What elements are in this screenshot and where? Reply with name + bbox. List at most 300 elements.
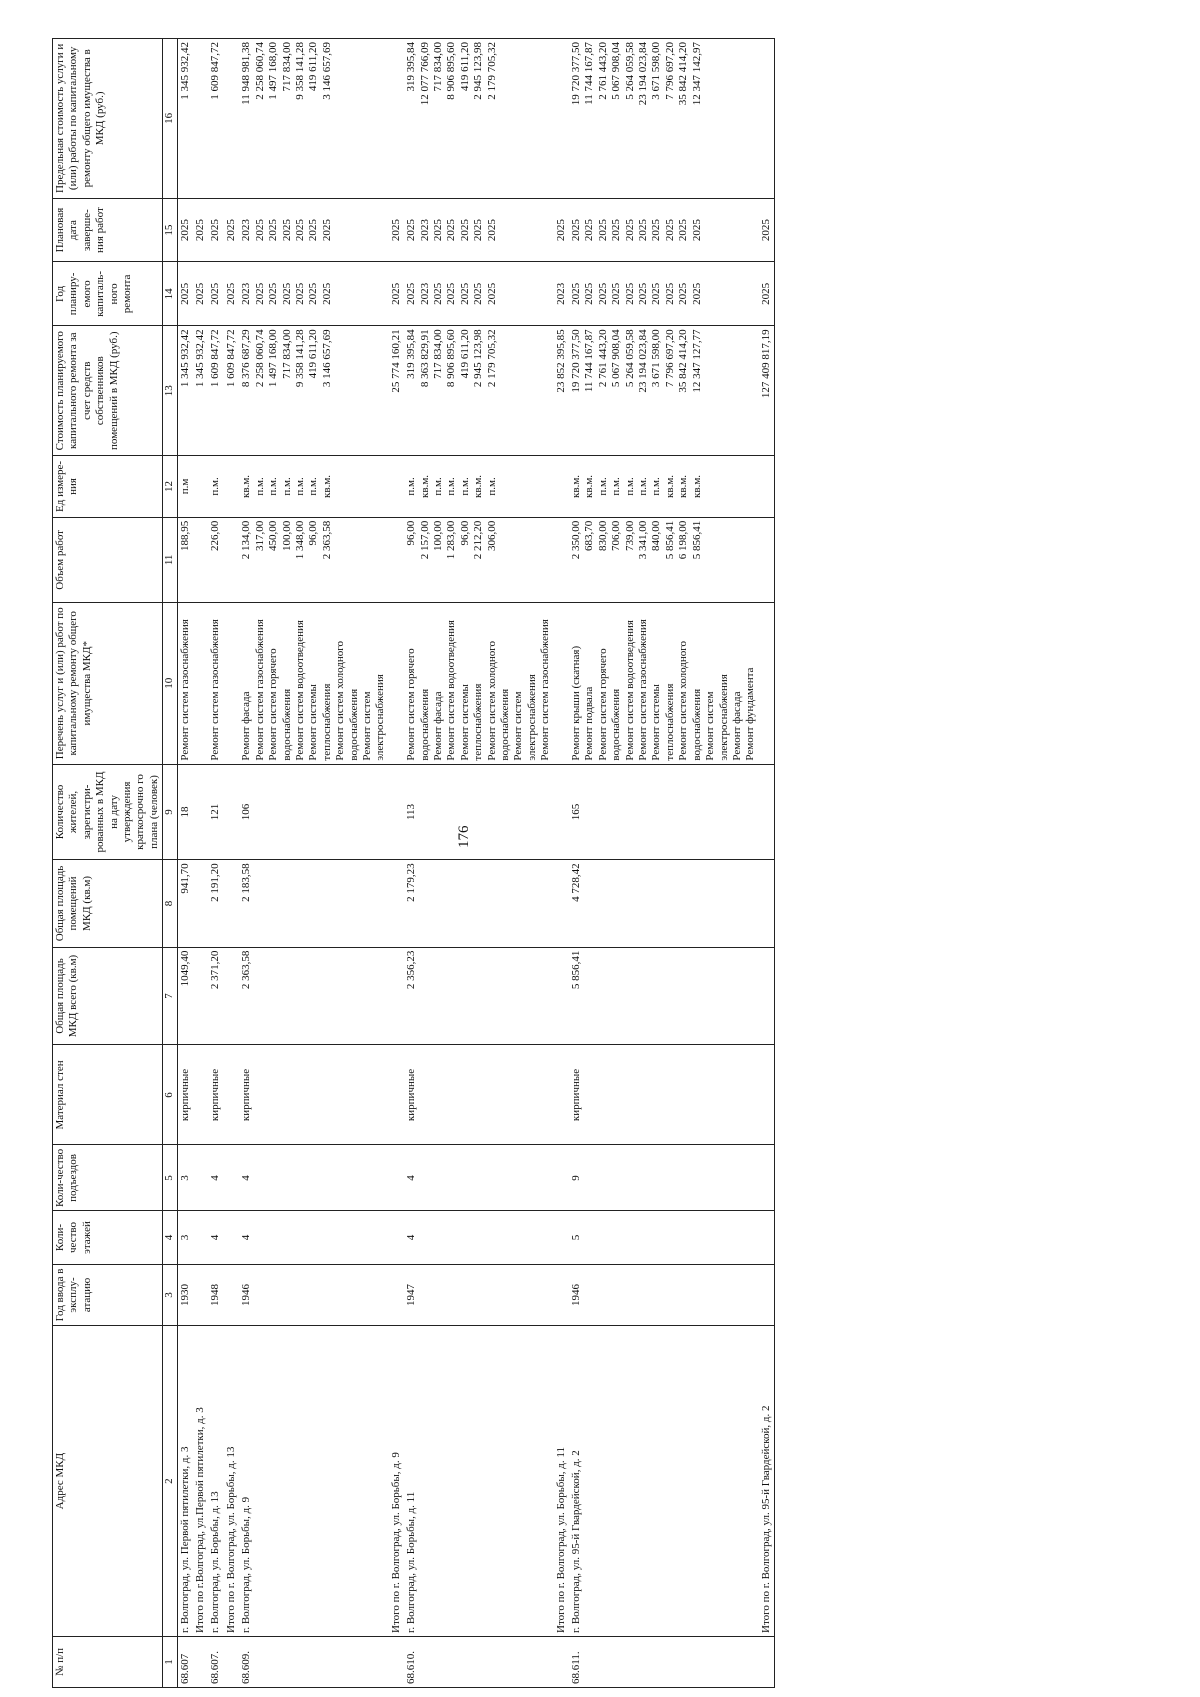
cell-line: 840,00 [650, 520, 663, 552]
limit-cell [239, 39, 388, 199]
year-cell: 1930 [177, 1264, 193, 1326]
cell-line: 1 345 932,42 [194, 329, 207, 388]
volume-cell [554, 517, 569, 602]
year-cell [224, 1264, 239, 1326]
cost-cell [193, 326, 208, 456]
total-area-cell [759, 947, 775, 1045]
address-cell: г. Волгоград, ул. Борьбы, д. 9 [239, 1326, 388, 1637]
limit-cell [389, 39, 404, 199]
column-header: Год планиру-емого капиталь-ного ремонта [53, 262, 163, 326]
total-area-cell [224, 947, 239, 1045]
entrances-cell: 4 [404, 1145, 553, 1211]
cell-line: 2025 [677, 282, 690, 305]
end-year-cell [569, 198, 759, 262]
table-row [177, 39, 193, 1688]
cell-line: 2 179 705,32 [485, 42, 498, 100]
end-year-cell [177, 198, 193, 262]
cell-line: 319 395,84 [405, 42, 418, 92]
limit-cell [404, 39, 553, 199]
cell-line: 9 358 141,28 [293, 42, 306, 100]
cell-line: Ремонт систем горячего водоснабжения [596, 648, 623, 761]
material-cell: кирпичные [177, 1045, 193, 1145]
column-number: 10 [163, 602, 177, 764]
cell-line: 2025 [320, 282, 333, 305]
cell-line: 5 264 059,58 [623, 329, 636, 388]
cell-line: 5 067 908,04 [610, 329, 623, 388]
volume-cell [208, 517, 223, 602]
volume-cell [389, 517, 404, 602]
residents-cell [193, 764, 208, 860]
cell-line: 2025 [405, 282, 418, 305]
column-header: Количество жителей, зарегистри-рованных в МКД на дату утверждения краткосрочно го плана (человек) [53, 764, 163, 860]
cell-line: 2025 [224, 219, 237, 242]
cell-line: 1 609 847,72 [224, 329, 237, 388]
cell-line: 2025 [570, 219, 583, 242]
row-number [759, 1636, 775, 1687]
floors-cell: 5 [569, 1211, 759, 1264]
residents-cell [224, 764, 239, 860]
cell-line: 2 258 060,74 [253, 329, 266, 388]
cell-line: 2025 [178, 219, 191, 242]
cell-line: 2025 [320, 219, 333, 242]
plan-year-cell [554, 262, 569, 326]
works-cell [224, 602, 239, 764]
cell-line: 11 744 167,87 [583, 329, 596, 393]
plan-year-cell [239, 262, 388, 326]
cell-line: Ремонт систем электроснабжения [704, 674, 730, 761]
cell-line: 2025 [637, 219, 650, 242]
column-header: Ед измере-ния [53, 456, 163, 518]
cell-line: 2025 [194, 219, 207, 242]
cell-line: 2023 [554, 282, 567, 305]
cell-line: 9 358 141,28 [293, 329, 306, 388]
volume-cell [177, 517, 193, 602]
cell-line: 2025 [458, 219, 471, 242]
cell-line: 306,00 [485, 520, 498, 552]
unit-cell [759, 456, 775, 518]
column-header: Объем работ [53, 517, 163, 602]
cell-line: кв.м. [320, 474, 333, 498]
cell-line: Ремонт системы теплоснабжения [458, 683, 485, 761]
end-year-cell [224, 198, 239, 262]
total-area-cell [554, 947, 569, 1045]
address-cell: г. Волгоград, ул. 95-й Гвардейской, д. 2 [569, 1326, 759, 1637]
cell-line: 8 906 895,60 [445, 329, 458, 388]
column-header: Общая площадь МКД всего (кв.м) [53, 947, 163, 1045]
cell-line: 2025 [293, 282, 306, 305]
cost-cell [404, 326, 553, 456]
cell-line: 2025 [445, 282, 458, 305]
cell-line: 2023 [418, 282, 431, 305]
premises-area-cell [759, 860, 775, 947]
cell-line: 2025 [623, 219, 636, 242]
cell-line: 2025 [485, 219, 498, 242]
material-cell: кирпичные [569, 1045, 759, 1145]
cell-line: Ремонт систем холодного водоснабжения [485, 640, 511, 761]
address-cell: Итого по г.Волгоград, ул.Первой пятилетки, д. 3 [193, 1326, 208, 1637]
cell-line: 2025 [570, 282, 583, 305]
cell-line: 12 347 127,77 [690, 329, 703, 393]
year-cell: 1947 [404, 1264, 553, 1326]
cell-line: 2025 [405, 219, 418, 242]
cell-line: Ремонт систем холодного водоснабжения [677, 640, 703, 761]
column-header: № п/п [53, 1636, 163, 1687]
premises-area-cell [389, 860, 404, 947]
table-body [177, 39, 774, 1688]
cell-line: 7 796 697,20 [663, 329, 676, 388]
cell-line: кв.м. [690, 474, 703, 498]
works-cell [177, 602, 193, 764]
cell-line: 2 212,20 [472, 520, 485, 560]
column-number: 4 [163, 1211, 177, 1264]
cell-line: Ремонт систем холодного водоснабжения [334, 640, 360, 761]
cell-line: 7 796 697,20 [663, 42, 676, 100]
cell-line: 3 671 598,00 [650, 329, 663, 388]
cost-cell [759, 326, 775, 456]
cell-line: 5 067 908,04 [610, 42, 623, 100]
cell-line: 19 720 377,50 [570, 329, 583, 393]
plan-year-cell [569, 262, 759, 326]
cell-line: 23 194 023,84 [637, 42, 650, 106]
end-year-cell [239, 198, 388, 262]
material-cell [193, 1045, 208, 1145]
cell-line: 2025 [650, 282, 663, 305]
premises-area-cell: 941,70 [177, 860, 193, 947]
cell-line: 2 350,00 [570, 520, 583, 560]
limit-cell [177, 39, 193, 199]
year-cell [389, 1264, 404, 1326]
row-number: 68.607 [177, 1636, 193, 1687]
floors-cell [389, 1211, 404, 1264]
cell-line: 23 194 023,84 [637, 329, 650, 393]
cell-line: п.м. [610, 477, 623, 496]
cell-line: 2025 [759, 219, 772, 242]
cell-line: 2025 [759, 282, 772, 305]
column-header: Стоимость планируемого капитального ремонта за счет средств собственников помещений в МКД (руб.) [53, 326, 163, 456]
cost-cell [569, 326, 759, 456]
cell-line: 2 761 443,20 [596, 42, 609, 100]
cell-line: Ремонт систем водоотведения [293, 620, 306, 761]
cell-line: Ремонт систем водоотведения [623, 620, 636, 761]
cost-cell [554, 326, 569, 456]
cell-line: 2025 [267, 219, 280, 242]
total-row [389, 39, 404, 1688]
premises-area-cell [554, 860, 569, 947]
row-number: 68.609. [239, 1636, 388, 1687]
column-header: Предельная стоимость услуги и (или) работы по капитальному ремонту общего имущества в МКД (руб.) [53, 39, 163, 199]
total-area-cell: 2 371,20 [208, 947, 223, 1045]
row-number [193, 1636, 208, 1687]
end-year-cell [389, 198, 404, 262]
cell-line: 2 761 443,20 [596, 329, 609, 388]
cell-line: 3 146 657,69 [320, 42, 333, 100]
cell-line: 2025 [431, 282, 444, 305]
cell-line: 3 671 598,00 [650, 42, 663, 100]
cell-line: 8 363 829,91 [418, 329, 431, 388]
cell-line: п.м. [485, 477, 498, 496]
cell-line: 5 856,41 [690, 520, 703, 560]
cell-line: 2025 [445, 219, 458, 242]
works-cell [389, 602, 404, 764]
cell-line: 2 258 060,74 [253, 42, 266, 100]
volume-cell [569, 517, 759, 602]
floors-cell: 4 [208, 1211, 223, 1264]
cell-line: 319 395,84 [405, 329, 418, 379]
volume-cell [239, 517, 388, 602]
cost-cell [239, 326, 388, 456]
column-number: 1 [163, 1636, 177, 1687]
cell-line: Ремонт систем газоснабжения [539, 619, 552, 761]
address-cell: Итого по г. Волгоград, ул. Борьбы, д. 11 [554, 1326, 569, 1637]
entrances-cell: 4 [208, 1145, 223, 1211]
material-cell [389, 1045, 404, 1145]
cell-line: кв.м. [677, 474, 690, 498]
cell-line: 717 834,00 [280, 42, 293, 92]
cell-line: п.м. [267, 477, 280, 496]
cell-line: п.м. [431, 477, 444, 496]
unit-cell [239, 456, 388, 518]
column-number: 3 [163, 1264, 177, 1326]
cell-line: 2 945 123,98 [472, 42, 485, 100]
column-number: 13 [163, 326, 177, 456]
cell-line: п.м. [650, 477, 663, 496]
works-cell [554, 602, 569, 764]
floors-cell [224, 1211, 239, 1264]
cell-line: Ремонт систем газоснабжения [178, 619, 191, 761]
cell-line: 2025 [389, 219, 402, 242]
works-cell [208, 602, 223, 764]
cell-line: Ремонт систем газоснабжения [637, 619, 650, 761]
cell-line: Ремонт фундамента [744, 667, 757, 761]
year-cell [759, 1264, 775, 1326]
material-cell: кирпичные [239, 1045, 388, 1145]
column-number: 9 [163, 764, 177, 860]
total-area-cell: 2 363,58 [239, 947, 388, 1045]
cell-line: Ремонт фасада [730, 691, 743, 761]
cell-line: 2025 [610, 282, 623, 305]
limit-cell [569, 39, 759, 199]
limit-cell [208, 39, 223, 199]
cell-line: Ремонт подвала [583, 686, 596, 761]
cell-line: п.м. [209, 477, 222, 496]
cell-line: 2 134,00 [240, 520, 253, 560]
cell-line: 2025 [280, 219, 293, 242]
total-area-cell [193, 947, 208, 1045]
column-number: 8 [163, 860, 177, 947]
entrances-cell [224, 1145, 239, 1211]
cell-line: 2025 [458, 282, 471, 305]
address-cell: Итого по г. Волгоград, ул. Борьбы, д. 13 [224, 1326, 239, 1637]
cell-line: 2025 [583, 282, 596, 305]
cell-line: 2025 [209, 219, 222, 242]
address-cell: г. Волгоград, ул. Первой пятилетки, д. 3 [177, 1326, 193, 1637]
cell-line: Ремонт систем горячего водоснабжения [267, 648, 293, 761]
cell-line: 2025 [637, 282, 650, 305]
cell-line: Ремонт крыши (скатная) [570, 645, 583, 761]
cell-line: 35 842 414,20 [677, 42, 690, 106]
year-cell: 1946 [239, 1264, 388, 1326]
cell-line: п.м. [637, 477, 650, 496]
material-cell: кирпичные [404, 1045, 553, 1145]
cell-line: 2025 [663, 282, 676, 305]
cell-line: Ремонт систем электроснабжения [360, 674, 387, 761]
repair-plan-table [52, 38, 775, 1688]
cell-line: 35 842 414,20 [677, 329, 690, 393]
table-header-row [53, 39, 163, 1688]
row-number: 68.610. [404, 1636, 553, 1687]
year-cell [554, 1264, 569, 1326]
plan-year-cell [389, 262, 404, 326]
works-cell [404, 602, 553, 764]
cell-line: кв.м. [240, 474, 253, 498]
cell-line: Ремонт систем газоснабжения [253, 619, 266, 761]
cost-cell [208, 326, 223, 456]
cell-line: 96,00 [307, 520, 320, 546]
cell-line: 2025 [623, 282, 636, 305]
total-row [193, 39, 208, 1688]
cell-line: 96,00 [405, 520, 418, 546]
cell-line: 19 720 377,50 [570, 42, 583, 106]
cell-line: 2025 [253, 219, 266, 242]
cell-line: 12 077 766,09 [418, 42, 431, 106]
cell-line: 2025 [663, 219, 676, 242]
cell-line: 419 611,20 [307, 42, 320, 92]
floors-cell: 3 [177, 1211, 193, 1264]
cell-line: п.м. [405, 477, 418, 496]
unit-cell [224, 456, 239, 518]
unit-cell [208, 456, 223, 518]
entrances-cell [554, 1145, 569, 1211]
cell-line: 25 774 160,21 [389, 329, 402, 393]
entrances-cell: 9 [569, 1145, 759, 1211]
works-cell [193, 602, 208, 764]
cell-line: Ремонт фасада [431, 691, 444, 761]
column-header: Плановая дата заверше-ния работ [53, 198, 163, 262]
cell-line: 2025 [307, 219, 320, 242]
cell-line: 419 611,20 [458, 329, 471, 379]
cell-line: 739,00 [623, 520, 636, 552]
cell-line: 419 611,20 [458, 42, 471, 92]
cell-line: 2025 [389, 282, 402, 305]
premises-area-cell: 2 183,58 [239, 860, 388, 947]
premises-area-cell [193, 860, 208, 947]
floors-cell: 4 [404, 1211, 553, 1264]
cell-line: 2025 [554, 219, 567, 242]
residents-cell: 113 [404, 764, 553, 860]
cell-line: Ремонт систем горячего водоснабжения [405, 648, 431, 761]
floors-cell [193, 1211, 208, 1264]
cell-line: 2025 [690, 219, 703, 242]
cell-line: 2025 [690, 282, 703, 305]
residents-cell [759, 764, 775, 860]
cell-line: 2 945 123,98 [472, 329, 485, 388]
cell-line: 2025 [178, 282, 191, 305]
cell-line: 226,00 [209, 520, 222, 552]
address-cell: Итого по г. Волгоград, ул. 95-й Гвардейской, д. 2 [759, 1326, 775, 1637]
column-number: 12 [163, 456, 177, 518]
cell-line: 3 146 657,69 [320, 329, 333, 388]
plan-year-cell [224, 262, 239, 326]
column-number: 16 [163, 39, 177, 199]
cell-line: 2025 [610, 219, 623, 242]
cell-line: 2025 [224, 282, 237, 305]
cell-line: 1 348,00 [293, 520, 306, 560]
cell-line: Ремонт фасада [240, 691, 253, 761]
cell-line: 2025 [583, 219, 596, 242]
cell-line: п.м. [293, 477, 306, 496]
cell-line: 2025 [307, 282, 320, 305]
cell-line: 127 409 817,19 [759, 329, 772, 399]
cost-cell [389, 326, 404, 456]
premises-area-cell: 2 191,20 [208, 860, 223, 947]
row-number: 68.611. [569, 1636, 759, 1687]
cell-line: 2025 [280, 282, 293, 305]
end-year-cell [554, 198, 569, 262]
total-row [554, 39, 569, 1688]
unit-cell [389, 456, 404, 518]
cell-line: 2025 [194, 282, 207, 305]
end-year-cell [759, 198, 775, 262]
column-number: 2 [163, 1326, 177, 1637]
residents-cell: 165 [569, 764, 759, 860]
cell-line: кв.м. [570, 474, 583, 498]
cell-line: 317,00 [253, 520, 266, 552]
residents-cell [554, 764, 569, 860]
cell-line: 2 157,00 [418, 520, 431, 560]
cell-line: 1 283,00 [445, 520, 458, 560]
cell-line: 2025 [650, 219, 663, 242]
cell-line: Ремонт системы теплоснабжения [650, 683, 676, 761]
cell-line: 5 856,41 [663, 520, 676, 560]
table-row [404, 39, 553, 1688]
works-cell [569, 602, 759, 764]
cell-line: п.м. [253, 477, 266, 496]
cell-line: 2023 [418, 219, 431, 242]
material-cell: кирпичные [208, 1045, 223, 1145]
cell-line: Ремонт систем газоснабжения [209, 619, 222, 761]
column-header: Год ввода в эксплу-атацию [53, 1264, 163, 1326]
cell-line: п.м. [623, 477, 636, 496]
limit-cell [224, 39, 239, 199]
cell-line: 2025 [485, 282, 498, 305]
floors-cell [554, 1211, 569, 1264]
works-cell [239, 602, 388, 764]
column-number: 15 [163, 198, 177, 262]
column-header: Коли-чество подъездов [53, 1145, 163, 1211]
cell-line: 100,00 [280, 520, 293, 552]
cell-line: п.м. [307, 477, 320, 496]
material-cell [224, 1045, 239, 1145]
cell-line: 419 611,20 [307, 329, 320, 379]
table-row [208, 39, 223, 1688]
plan-year-cell [208, 262, 223, 326]
cell-line: 683,70 [583, 520, 596, 552]
cell-line: Ремонт системы теплоснабжения [307, 683, 333, 761]
cell-line: 96,00 [458, 520, 471, 546]
cell-line: 2025 [253, 282, 266, 305]
entrances-cell: 3 [177, 1145, 193, 1211]
cell-line: 706,00 [610, 520, 623, 552]
column-header: Перечень услуг и (или) работ по капитальному ремонту общего имущества МКД* [53, 602, 163, 764]
cell-line: 2023 [240, 282, 253, 305]
cell-line: кв.м. [418, 474, 431, 498]
total-area-cell [389, 947, 404, 1045]
column-number-row [163, 39, 177, 1688]
material-cell [759, 1045, 775, 1145]
volume-cell [224, 517, 239, 602]
column-header: Адрес МКД [53, 1326, 163, 1637]
cell-line: кв.м. [472, 474, 485, 498]
